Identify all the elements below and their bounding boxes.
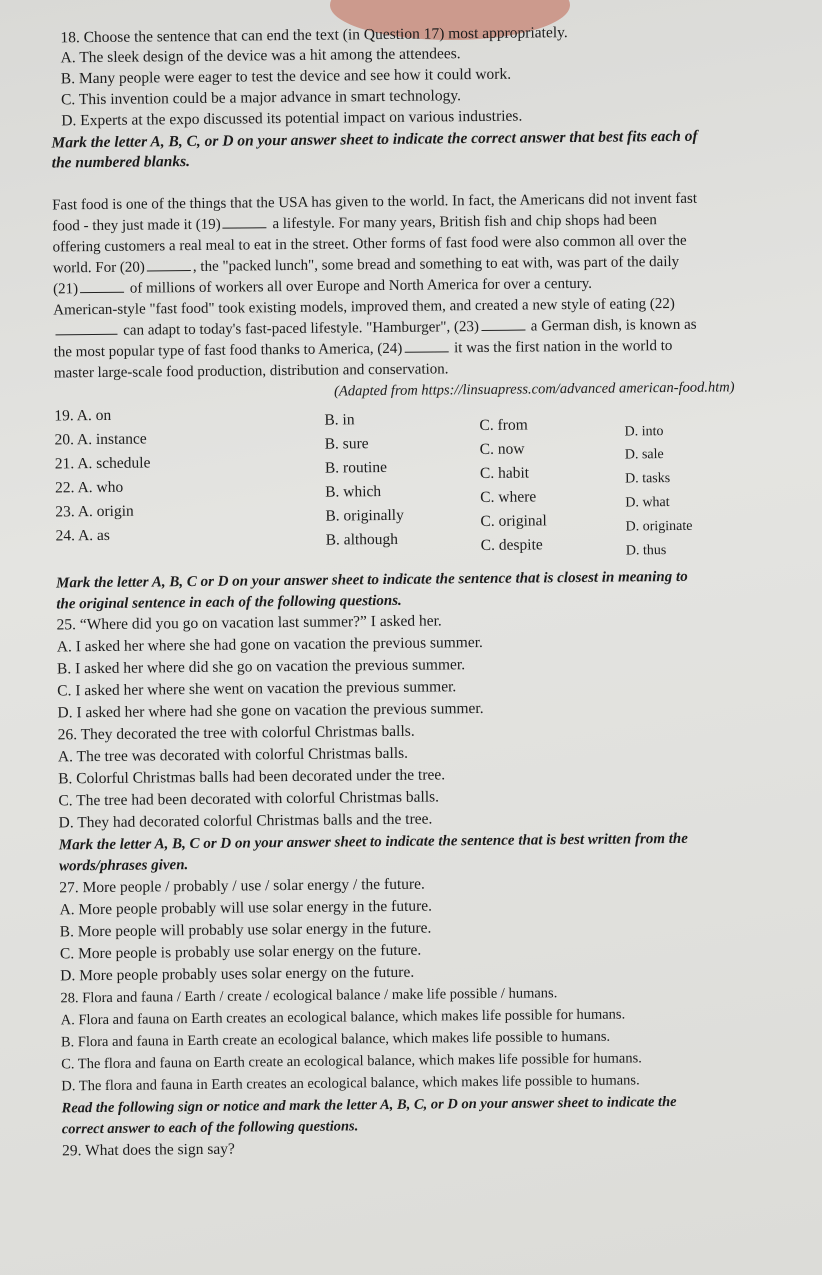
- instruction-closest-2: the original sentence in each of the following questions.: [56, 592, 402, 613]
- passage-line-1: Fast food is one of the things that the USA has given to the world. In fact, the Americans did not invent fast: [52, 190, 698, 214]
- passage-line-7b: a German dish, is known as: [530, 316, 697, 335]
- option-d: D. what: [625, 495, 670, 511]
- q18-option-a: A. The sleek design of the device was a hit among the attendees.: [60, 45, 461, 67]
- q18-option-c: C. This invention could be a major advance in smart technology.: [60, 87, 462, 109]
- instruction-written-1: Mark the letter A, B, C or D on your answer sheet to indicate the sentence that is best written from the: [58, 830, 688, 854]
- q28-option-b: B. Flora and fauna in Earth create an ecological balance, which makes life possible to humans.: [60, 1028, 611, 1051]
- option-b: B. sure: [324, 435, 369, 453]
- blank-23: [481, 330, 525, 331]
- passage-line-4a: world. For (20): [52, 259, 145, 277]
- q25-option-d: D. I asked her where had she gone on vacation the previous summer.: [57, 699, 484, 722]
- option-c: C. despite: [480, 536, 543, 554]
- q27-stem: 27. More people / probably / use / solar energy / the future.: [59, 875, 425, 897]
- option-b: B. in: [324, 411, 355, 429]
- blank-19: [223, 227, 267, 228]
- q27-option-d: D. More people probably uses solar energy on the future.: [60, 963, 415, 985]
- passage-line-5a: (21): [52, 281, 79, 298]
- option-a: A. as: [77, 526, 110, 545]
- passage-line-9: master large-scale food production, distribution and conservation.: [53, 361, 449, 382]
- blank-22: [56, 334, 118, 336]
- passage-line-8b: it was the first nation in the world to: [454, 337, 673, 357]
- option-c: C. original: [480, 512, 547, 530]
- option-d: D. into: [624, 424, 664, 440]
- q27-option-b: B. More people will probably use solar energy in the future.: [59, 919, 432, 941]
- q28-stem: 28. Flora and fauna / Earth / create / ecological balance / make life possible / humans.: [60, 985, 558, 1007]
- passage-line-8: [54, 337, 673, 361]
- instruction-closest-1: Mark the letter A, B, C or D on your answer sheet to indicate the sentence that is closest in meaning to: [56, 568, 688, 592]
- q26-stem: 26. They decorated the tree with colorful Christmas balls.: [57, 722, 415, 744]
- passage-line-3: offering customers a real meal to eat in the street. Other forms of fast food were also common all over the: [52, 232, 687, 256]
- option-row-22: [55, 479, 123, 498]
- q18-stem: 18. Choose the sentence that can end the text (in Question 17) most appropriately.: [60, 24, 568, 47]
- option-row-21: [55, 454, 151, 473]
- passage-line-8a: the most popular type of fast food thanks to America, (24): [53, 340, 403, 361]
- passage-line-2b: a lifestyle. For many years, British fish and chip shops had been: [272, 212, 657, 233]
- option-num: 20.: [54, 431, 75, 449]
- option-num: 24.: [55, 527, 76, 545]
- passage-line-5: [53, 275, 592, 299]
- passage-line-4: [53, 253, 680, 278]
- instruction-written-2: words/phrases given.: [58, 857, 189, 875]
- q26-option-b: B. Colorful Christmas balls had been decorated under the tree.: [58, 766, 446, 788]
- option-row-23: [55, 503, 134, 522]
- option-row-20: [55, 430, 147, 449]
- instruction-cloze-2: the numbered blanks.: [51, 153, 191, 172]
- option-c: C. where: [480, 488, 537, 506]
- option-num: 23.: [55, 503, 75, 521]
- option-c: C. from: [479, 416, 528, 435]
- q25-option-b: B. I asked her where did she go on vacation the previous summer.: [56, 656, 466, 678]
- option-row-19: [54, 407, 111, 426]
- option-d: D. tasks: [624, 471, 671, 487]
- option-a: A. on: [76, 406, 112, 425]
- option-a: A. instance: [76, 430, 147, 449]
- q26-option-d: D. They had decorated colorful Christmas balls and the tree.: [58, 810, 433, 832]
- option-num: 22.: [55, 479, 75, 497]
- option-b: B. which: [325, 483, 382, 501]
- blank-20: [147, 270, 191, 271]
- q27-option-a: A. More people probably will use solar energy in the future.: [59, 897, 433, 919]
- passage-line-4b: , the "packed lunch", some bread and something to eat with, was part of the daily: [192, 253, 680, 275]
- instruction-cloze-1: Mark the letter A, B, C, or D on your answer sheet to indicate the correct answer that best fits each of: [51, 127, 698, 152]
- passage-line-7a: can adapt to today's fast-paced lifestyle. "Hamburger", (23): [123, 319, 480, 339]
- q28-option-c: C. The flora and fauna on Earth create an ecological balance, which makes life possible for humans.: [61, 1050, 642, 1073]
- option-b: B. although: [325, 530, 399, 549]
- option-a: A. schedule: [77, 454, 151, 473]
- q25-option-a: A. I asked her where she had gone on vacation the previous summer.: [56, 633, 483, 656]
- passage-source: (Adapted from https://linsuapress.com/advanced american-food.htm): [334, 379, 735, 400]
- q25-stem: 25. “Where did you go on vacation last summer?” I asked her.: [56, 612, 442, 634]
- instruction-sign-1: Read the following sign or notice and mark the letter A, B, C, or D on your answer sheet to indicate the: [61, 1093, 677, 1117]
- option-a: A. origin: [77, 502, 134, 521]
- q27-option-c: C. More people is probably use solar energy on the future.: [59, 941, 422, 963]
- blank-21: [80, 292, 124, 293]
- option-num: 19.: [54, 407, 74, 425]
- passage-line-2: [52, 211, 657, 235]
- q18-option-d: D. Experts at the expo discussed its potential impact on various industries.: [61, 107, 523, 130]
- option-num: 21.: [54, 455, 75, 473]
- passage-line-6: American-style "fast food" took existing models, improved them, and created a new style of eating (22): [53, 295, 675, 319]
- q26-option-a: A. The tree was decorated with colorful Christmas balls.: [57, 744, 409, 766]
- option-b: B. originally: [325, 506, 404, 525]
- q18-option-b: B. Many people were eager to test the device and see how it could work.: [60, 65, 512, 88]
- q28-option-a: A. Flora and fauna on Earth creates an ecological balance, which makes life possible for humans.: [60, 1006, 626, 1029]
- q25-option-c: C. I asked her where she went on vacation the previous summer.: [57, 678, 457, 700]
- option-d: D. sale: [624, 447, 664, 463]
- blank-24: [404, 351, 448, 352]
- option-a: A. who: [77, 478, 124, 497]
- passage-line-5b: of millions of workers all over Europe and North America for over a century.: [129, 275, 593, 297]
- option-c: C. now: [479, 440, 525, 459]
- option-b: B. routine: [324, 458, 388, 477]
- option-d: D. originate: [625, 518, 693, 535]
- q29-stem: 29. What does the sign say?: [61, 1140, 235, 1160]
- option-d: D. thus: [625, 543, 667, 559]
- option-c: C. habit: [479, 464, 530, 482]
- passage-line-2a: food - they just made it (19): [52, 216, 221, 235]
- option-row-24: [56, 527, 110, 546]
- q26-option-c: C. The tree had been decorated with colorful Christmas balls.: [58, 788, 440, 810]
- instruction-sign-2: correct answer to each of the following questions.: [61, 1118, 359, 1138]
- q28-option-d: D. The flora and fauna in Earth creates an ecological balance, which makes life possible to humans.: [61, 1072, 640, 1095]
